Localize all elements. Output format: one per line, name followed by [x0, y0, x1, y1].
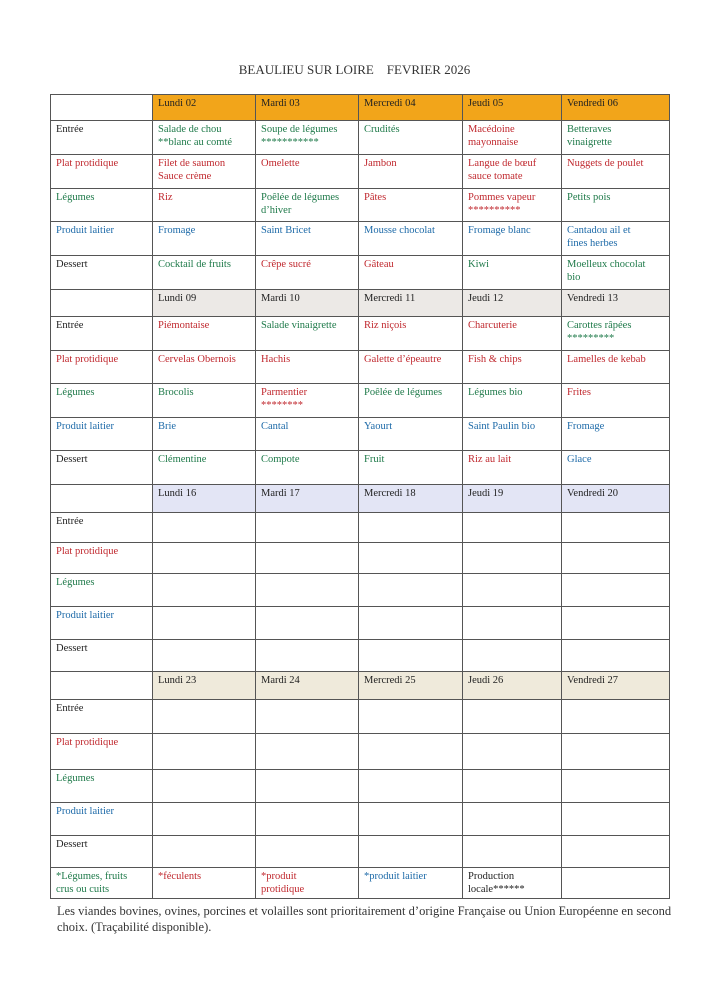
- dish-name: Fromage blanc: [468, 225, 531, 236]
- menu-row-plat: [51, 155, 670, 189]
- menu-cell: [256, 317, 359, 351]
- menu-cell: [562, 543, 670, 574]
- footnote: Les viandes bovines, ovines, porcines et volailles sont prioritairement d’origine Française ou Union Européenne en second choix. (Traçabilité disponible).: [57, 904, 672, 934]
- menu-cell: [463, 451, 562, 485]
- menu-cell: [359, 574, 463, 607]
- row-label-legumes: Légumes: [51, 770, 153, 803]
- menu-row-entree: [51, 317, 670, 351]
- menu-cell: [153, 770, 256, 803]
- menu-cell: [359, 155, 463, 189]
- week-header-row: [51, 95, 670, 121]
- menu-row-laitier: [51, 803, 670, 836]
- day-label: Jeudi 19: [468, 488, 504, 499]
- menu-cell: [256, 543, 359, 574]
- menu-row-dessert: [51, 256, 670, 290]
- row-label-plat: Plat protidique: [51, 155, 153, 189]
- dish-name: Glace: [567, 454, 592, 465]
- menu-cell: [562, 574, 670, 607]
- dish-name: Poêlée de légumes: [261, 192, 340, 203]
- dish-name: Yaourt: [364, 421, 393, 432]
- menu-cell: [153, 451, 256, 485]
- day-label: Jeudi 26: [468, 675, 504, 686]
- dish-detail: mayonnaise: [468, 137, 519, 148]
- legend-text: *féculents: [158, 871, 202, 882]
- day-header-cell: [153, 95, 256, 121]
- dish-name: Poêlée de légumes: [364, 387, 443, 398]
- menu-row-entree: [51, 513, 670, 543]
- dish-name: Macédoine: [468, 124, 515, 135]
- menu-cell: [359, 189, 463, 222]
- dish-name: Langue de bœuf: [468, 158, 537, 169]
- dish-detail: ********: [261, 400, 303, 411]
- menu-cell: [256, 418, 359, 451]
- menu-cell: [463, 640, 562, 672]
- menu-cell: [562, 700, 670, 734]
- day-header-cell: [562, 95, 670, 121]
- day-label: Vendredi 06: [567, 98, 619, 109]
- dish-name: Hachis: [261, 354, 291, 365]
- menu-cell: [463, 836, 562, 868]
- day-label: Mercredi 18: [364, 488, 416, 499]
- dish-detail: ***********: [261, 137, 319, 148]
- row-label-entree: Entrée: [51, 121, 153, 155]
- menu-row-legumes: [51, 574, 670, 607]
- dish-name: Riz niçois: [364, 320, 407, 331]
- menu-cell: [463, 317, 562, 351]
- row-label-dessert: Dessert: [51, 256, 153, 290]
- dish-detail: *********: [567, 333, 615, 344]
- dish-name: Clémentine: [158, 454, 207, 465]
- row-label-legumes: Légumes: [51, 189, 153, 222]
- menu-row-dessert: [51, 640, 670, 672]
- menu-cell: [463, 607, 562, 640]
- dish-name: Salade vinaigrette: [261, 320, 337, 331]
- header-corner-cell: [51, 485, 153, 513]
- dish-name: Riz: [158, 192, 173, 203]
- legend-text-2: locale******: [468, 884, 525, 895]
- dish-name: Cantadou ail et: [567, 225, 631, 236]
- menu-cell: [562, 155, 670, 189]
- menu-cell: [256, 351, 359, 384]
- day-label: Mercredi 04: [364, 98, 416, 109]
- menu-cell: [359, 803, 463, 836]
- day-label: Mardi 17: [261, 488, 300, 499]
- menu-row-plat: [51, 734, 670, 770]
- dish-name: Petits pois: [567, 192, 611, 203]
- legend-row: [51, 868, 670, 899]
- row-label-dessert: Dessert: [51, 640, 153, 672]
- menu-cell: [359, 121, 463, 155]
- row-label-dessert: Dessert: [51, 451, 153, 485]
- menu-cell: [153, 640, 256, 672]
- menu-row-legumes: [51, 770, 670, 803]
- row-label-dessert: Dessert: [51, 836, 153, 868]
- menu-cell: [562, 222, 670, 256]
- menu-cell: [256, 256, 359, 290]
- dish-detail: sauce tomate: [468, 171, 523, 182]
- menu-cell: [463, 256, 562, 290]
- legend-text: *produit laitier: [364, 871, 427, 882]
- dish-name: Pâtes: [364, 192, 387, 203]
- dish-name: Cervelas Obernois: [158, 354, 236, 365]
- header-corner-cell: [51, 672, 153, 700]
- menu-cell: [153, 803, 256, 836]
- dish-name: Cantal: [261, 421, 289, 432]
- dish-name: Brocolis: [158, 387, 194, 398]
- day-header-cell: [463, 485, 562, 513]
- menu-cell: [359, 700, 463, 734]
- dish-name: Nuggets de poulet: [567, 158, 644, 169]
- row-label-entree: Entrée: [51, 317, 153, 351]
- menu-cell: [463, 513, 562, 543]
- dish-name: Filet de saumon: [158, 158, 226, 169]
- row-label-plat: Plat protidique: [51, 734, 153, 770]
- day-label: Mercredi 11: [364, 293, 416, 304]
- day-header-cell: [359, 672, 463, 700]
- menu-cell: [256, 121, 359, 155]
- dish-name: Saint Paulin bio: [468, 421, 536, 432]
- day-header-cell: [463, 672, 562, 700]
- day-label: Mardi 10: [261, 293, 300, 304]
- day-label: Lundi 09: [158, 293, 197, 304]
- dish-name: Fish & chips: [468, 354, 522, 365]
- dish-detail: vinaigrette: [567, 137, 612, 148]
- day-header-cell: [562, 290, 670, 317]
- week-header-row: [51, 485, 670, 513]
- menu-cell: [359, 222, 463, 256]
- dish-name: Fruit: [364, 454, 385, 465]
- day-header-cell: [463, 290, 562, 317]
- dish-name: Frites: [567, 387, 591, 398]
- dish-name: Betteraves: [567, 124, 612, 135]
- dish-name: Salade de chou: [158, 124, 222, 135]
- row-label-plat: Plat protidique: [51, 543, 153, 574]
- menu-cell: [463, 543, 562, 574]
- day-header-cell: [256, 290, 359, 317]
- menu-cell: [256, 574, 359, 607]
- legend-text-2: crus ou cuits: [56, 884, 110, 895]
- menu-cell: [562, 513, 670, 543]
- legend-cell: [256, 868, 359, 899]
- header-corner-cell: [51, 290, 153, 317]
- day-label: Lundi 16: [158, 488, 197, 499]
- day-label: Mardi 03: [261, 98, 300, 109]
- menu-cell: [359, 543, 463, 574]
- menu-row-entree: [51, 700, 670, 734]
- menu-cell: [359, 451, 463, 485]
- dish-name: Piémontaise: [158, 320, 210, 331]
- menu-row-dessert: [51, 451, 670, 485]
- menu-cell: [562, 607, 670, 640]
- menu-cell: [153, 222, 256, 256]
- menu-row-dessert: [51, 836, 670, 868]
- row-label-entree: Entrée: [51, 513, 153, 543]
- menu-cell: [463, 351, 562, 384]
- menu-cell: [256, 700, 359, 734]
- day-header-cell: [359, 485, 463, 513]
- dish-name: Riz au lait: [468, 454, 512, 465]
- menu-row-laitier: [51, 607, 670, 640]
- day-label: Vendredi 13: [567, 293, 619, 304]
- dish-name: Lamelles de kebab: [567, 354, 646, 365]
- dish-name: Mousse chocolat: [364, 225, 435, 236]
- dish-name: Omelette: [261, 158, 300, 169]
- menu-cell: [359, 607, 463, 640]
- menu-row-laitier: [51, 418, 670, 451]
- menu-cell: [562, 734, 670, 770]
- day-label: Mercredi 25: [364, 675, 416, 686]
- day-label: Jeudi 12: [468, 293, 504, 304]
- dish-name: Jambon: [364, 158, 397, 169]
- day-label: Lundi 02: [158, 98, 197, 109]
- menu-cell: [359, 256, 463, 290]
- dish-name: Fromage: [158, 225, 196, 236]
- dish-detail: d’hiver: [261, 205, 292, 216]
- menu-cell: [562, 418, 670, 451]
- dish-name: Brie: [158, 421, 177, 432]
- menu-row-legumes: [51, 384, 670, 418]
- menu-cell: [153, 317, 256, 351]
- day-label: Lundi 23: [158, 675, 197, 686]
- day-header-cell: [153, 485, 256, 513]
- menu-cell: [562, 836, 670, 868]
- menu-cell: [153, 543, 256, 574]
- day-header-cell: [256, 95, 359, 121]
- menu-row-plat: [51, 351, 670, 384]
- menu-cell: [256, 155, 359, 189]
- menu-cell: [463, 155, 562, 189]
- menu-cell: [463, 803, 562, 836]
- menu-cell: [256, 513, 359, 543]
- day-header-cell: [359, 290, 463, 317]
- dish-name: Galette d’épeautre: [364, 354, 442, 365]
- legend-cell: [153, 868, 256, 899]
- menu-cell: [359, 640, 463, 672]
- menu-cell: [153, 256, 256, 290]
- dish-detail: fines herbes: [567, 238, 618, 249]
- menu-cell: [256, 384, 359, 418]
- day-label: Vendredi 20: [567, 488, 619, 499]
- menu-cell: [463, 384, 562, 418]
- menu-cell: [463, 189, 562, 222]
- dish-name: Pommes vapeur: [468, 192, 536, 203]
- menu-cell: [256, 640, 359, 672]
- dish-detail: bio: [567, 272, 581, 283]
- dish-name: Cocktail de fruits: [158, 259, 231, 270]
- menu-cell: [562, 384, 670, 418]
- menu-cell: [153, 513, 256, 543]
- legend-empty-cell: [562, 868, 670, 899]
- legend-text-2: protidique: [261, 884, 305, 895]
- dish-detail: **blanc au comté: [158, 137, 233, 148]
- menu-cell: [463, 770, 562, 803]
- menu-cell: [256, 451, 359, 485]
- dish-name: Kiwi: [468, 259, 489, 270]
- dish-detail: Sauce crème: [158, 171, 212, 182]
- menu-cell: [359, 317, 463, 351]
- menu-cell: [153, 155, 256, 189]
- dish-detail: **********: [468, 205, 521, 216]
- row-label-legumes: Légumes: [51, 574, 153, 607]
- menu-cell: [463, 418, 562, 451]
- dish-name: Gâteau: [364, 259, 394, 270]
- day-label: Jeudi 05: [468, 98, 504, 109]
- week-header-row: [51, 672, 670, 700]
- menu-cell: [562, 189, 670, 222]
- menu-cell: [562, 121, 670, 155]
- day-header-cell: [256, 485, 359, 513]
- menu-cell: [359, 513, 463, 543]
- day-header-cell: [562, 672, 670, 700]
- dish-name: Fromage: [567, 421, 605, 432]
- menu-cell: [256, 734, 359, 770]
- menu-cell: [256, 189, 359, 222]
- menu-table: [50, 94, 670, 899]
- legend-cell: [463, 868, 562, 899]
- day-header-cell: [256, 672, 359, 700]
- day-label: Mardi 24: [261, 675, 300, 686]
- legend-text: *Légumes, fruits: [56, 871, 128, 882]
- menu-cell: [562, 256, 670, 290]
- menu-cell: [256, 222, 359, 256]
- day-header-cell: [463, 95, 562, 121]
- menu-cell: [562, 351, 670, 384]
- menu-cell: [153, 836, 256, 868]
- dish-name: Soupe de légumes: [261, 124, 338, 135]
- menu-row-legumes: [51, 189, 670, 222]
- menu-cell: [153, 607, 256, 640]
- row-label-laitier: Produit laitier: [51, 418, 153, 451]
- menu-cell: [463, 574, 562, 607]
- row-label-laitier: Produit laitier: [51, 607, 153, 640]
- menu-row-plat: [51, 543, 670, 574]
- menu-cell: [463, 121, 562, 155]
- row-label-entree: Entrée: [51, 700, 153, 734]
- menu-cell: [562, 640, 670, 672]
- page-title: BEAULIEU SUR LOIRE FEVRIER 2026: [238, 62, 471, 77]
- menu-cell: [153, 384, 256, 418]
- dish-name: Crudités: [364, 124, 400, 135]
- dish-name: Compote: [261, 454, 300, 465]
- menu-cell: [562, 317, 670, 351]
- menu-cell: [153, 700, 256, 734]
- dish-name: Parmentier: [261, 387, 308, 398]
- menu-cell: [153, 418, 256, 451]
- dish-name: Charcuterie: [468, 320, 517, 331]
- day-header-cell: [153, 672, 256, 700]
- menu-cell: [359, 770, 463, 803]
- menu-cell: [153, 734, 256, 770]
- day-header-cell: [153, 290, 256, 317]
- menu-cell: [256, 770, 359, 803]
- menu-cell: [463, 700, 562, 734]
- menu-cell: [463, 734, 562, 770]
- day-header-cell: [562, 485, 670, 513]
- menu-cell: [153, 574, 256, 607]
- menu-row-entree: [51, 121, 670, 155]
- menu-cell: [256, 607, 359, 640]
- dish-name: Saint Bricet: [261, 225, 311, 236]
- day-header-cell: [359, 95, 463, 121]
- menu-cell: [359, 384, 463, 418]
- dish-name: Carottes râpées: [567, 320, 632, 331]
- menu-cell: [256, 836, 359, 868]
- menu-cell: [562, 770, 670, 803]
- menu-cell: [359, 836, 463, 868]
- row-label-plat: Plat protidique: [51, 351, 153, 384]
- day-label: Vendredi 27: [567, 675, 619, 686]
- dish-name: Légumes bio: [468, 387, 523, 398]
- legend-cell: [51, 868, 153, 899]
- dish-name: Moelleux chocolat: [567, 259, 646, 270]
- menu-cell: [359, 734, 463, 770]
- dish-name: Crêpe sucré: [261, 259, 311, 270]
- menu-cell: [153, 351, 256, 384]
- menu-cell: [359, 418, 463, 451]
- legend-text: *produit: [261, 871, 297, 882]
- legend-cell: [359, 868, 463, 899]
- header-corner-cell: [51, 95, 153, 121]
- menu-cell: [463, 222, 562, 256]
- row-label-laitier: Produit laitier: [51, 803, 153, 836]
- row-label-legumes: Légumes: [51, 384, 153, 418]
- menu-cell: [562, 451, 670, 485]
- menu-cell: [562, 803, 670, 836]
- week-header-row: [51, 290, 670, 317]
- menu-row-laitier: [51, 222, 670, 256]
- row-label-laitier: Produit laitier: [51, 222, 153, 256]
- menu-cell: [256, 803, 359, 836]
- menu-cell: [153, 189, 256, 222]
- legend-text: Production: [468, 871, 515, 882]
- menu-cell: [359, 351, 463, 384]
- menu-cell: [153, 121, 256, 155]
